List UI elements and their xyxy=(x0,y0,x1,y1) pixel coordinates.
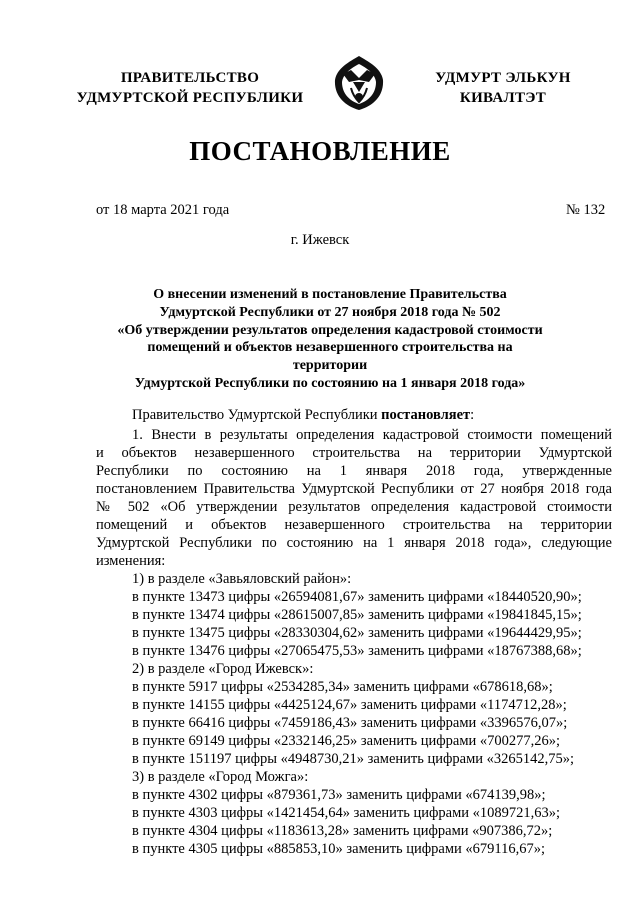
list-heading: 2) в разделе «Город Ижевск»: xyxy=(132,661,314,677)
document-date: от 18 марта 2021 года xyxy=(96,202,230,218)
body-line: Республики по состоянию на 1 января 2018 года, утвержденные xyxy=(96,463,612,479)
header-right-line2: КИВАЛТЭТ xyxy=(459,90,547,106)
body-line: 1. Внести в результаты определения кадастровой стоимости помещений xyxy=(132,427,612,443)
header-left-line1: ПРАВИТЕЛЬСТВО xyxy=(120,70,260,86)
list-item: в пункте 66416 цифры «7459186,43» заменить цифрами «3396576,07»; xyxy=(132,715,568,731)
list-item: в пункте 4305 цифры «885853,10» заменить цифрами «679116,67»; xyxy=(132,841,546,857)
document-title xyxy=(110,286,550,393)
body-line: и объектов незавершенного строительства на территории Удмуртской xyxy=(96,445,612,461)
body-line: постановлением Правительства Удмуртской Республики от 27 ноября 2018 года xyxy=(96,481,612,497)
body-line: Удмуртской Республики по состоянию на 1 января 2018 года», следующие xyxy=(96,535,612,551)
title-line: помещений и объектов незавершенного строительства на территории xyxy=(147,340,513,374)
list-item: в пункте 151197 цифры «4948730,21» заменить цифрами «3265142,75»; xyxy=(132,751,575,767)
header-right xyxy=(418,68,588,108)
body-line: изменения: xyxy=(96,553,166,569)
title-line: «Об утверждении результатов определения кадастровой стоимости xyxy=(117,322,543,338)
list-item: в пункте 4304 цифры «1183613,28» заменить цифрами «907386,72»; xyxy=(132,823,553,839)
body-line: № 502 «Об утверждении результатов определения кадастровой стоимости xyxy=(96,499,612,515)
header-right-line1: УДМУРТ ЭЛЬКУН xyxy=(435,70,571,86)
list-item: в пункте 4302 цифры «879361,73» заменить цифрами «674139,98»; xyxy=(132,787,546,803)
list-item: в пункте 13475 цифры «28330304,62» заменить цифрами «19644429,95»; xyxy=(132,625,582,641)
preamble xyxy=(132,407,474,424)
body-line: помещений и объектов незавершенного строительства на территории xyxy=(96,517,612,533)
title-line: Удмуртской Республики по состоянию на 1 января 2018 года» xyxy=(134,375,526,391)
list-heading: 3) в разделе «Город Можга»: xyxy=(132,769,309,785)
document-city: г. Ижевск xyxy=(290,232,350,248)
preamble-text: Правительство Удмуртской Республики xyxy=(132,407,382,423)
list-item: в пункте 4303 цифры «1421454,64» заменить цифрами «1089721,63»; xyxy=(132,805,561,821)
list-item: в пункте 13476 цифры «27065475,53» заменить цифрами «18767388,68»; xyxy=(132,643,582,659)
document-body xyxy=(96,426,612,858)
udmurt-coat-of-arms-icon xyxy=(329,52,389,112)
preamble-verb: постановляет xyxy=(381,407,471,423)
list-item: в пункте 5917 цифры «2534285,34» заменить цифрами «678618,68»; xyxy=(132,679,553,695)
list-item: в пункте 69149 цифры «2332146,25» заменить цифрами «700277,26»; xyxy=(132,733,561,749)
list-item: в пункте 14155 цифры «4425124,67» заменить цифрами «1174712,28»; xyxy=(132,697,567,713)
title-line: О внесении изменений в постановление Правительства xyxy=(153,287,507,302)
list-item: в пункте 13474 цифры «28615007,85» заменить цифрами «19841845,15»; xyxy=(132,607,582,623)
document-number: № 132 xyxy=(566,202,606,218)
list-heading: 1) в разделе «Завьяловский район»: xyxy=(132,571,352,587)
header-left-line2: УДМУРТСКОЙ РЕСПУБЛИКИ xyxy=(76,90,304,106)
document-type: ПОСТАНОВЛЕНИЕ xyxy=(189,136,451,166)
preamble-colon: : xyxy=(470,407,475,423)
header-left xyxy=(70,68,310,108)
title-line: Удмуртской Республики от 27 ноября 2018 года № 502 xyxy=(159,304,501,320)
list-item: в пункте 13473 цифры «26594081,67» заменить цифрами «18440520,90»; xyxy=(132,589,582,605)
